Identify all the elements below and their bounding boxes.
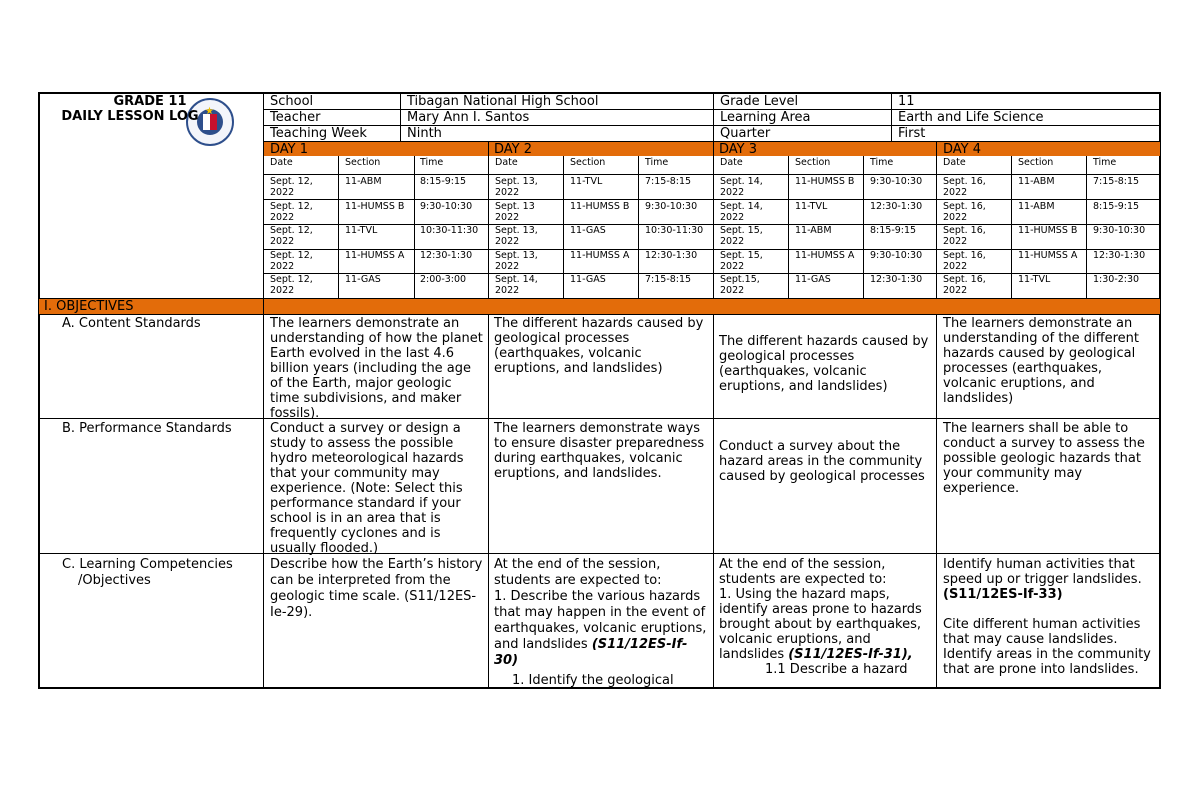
day-2-col-header: Section <box>570 157 606 168</box>
day-4-schedule-cell: 11-ABM <box>1018 176 1055 187</box>
school-value: Tibagan National High School <box>407 94 599 109</box>
day-2-schedule-cell: 11-HUMSS B <box>570 201 630 212</box>
performance-standard-day-1: Conduct a survey or design a study to assess the possible hydro meteorological hazards that your community may experience. (Note: Select this performance standard if your school is in an area that is frequently cyclones and is usually flooded.) <box>270 421 464 556</box>
competency-day-4-cite: Cite different human activities that may cause landslides. <box>943 617 1141 647</box>
day-1-schedule-cell: 11-HUMSS A <box>345 250 405 261</box>
day-1-schedule-cell: 8:15-9:15 <box>420 176 467 187</box>
day-2-schedule-cell: 11-GAS <box>570 225 606 236</box>
day-3-schedule-cell: Sept. 14, 2022 <box>720 176 763 198</box>
day-4-schedule-cell: Sept. 16, 2022 <box>943 201 986 223</box>
competency-day-3 <box>719 587 933 662</box>
day-4-label: DAY 4 <box>943 142 982 157</box>
learning-area-value: Earth and Life Science <box>898 110 1044 125</box>
day-header-bar <box>264 142 1160 156</box>
objectives-heading: I. OBJECTIVES <box>44 299 134 314</box>
day-4-schedule-cell: 12:30-1:30 <box>1093 250 1146 261</box>
day-1-col-header: Section <box>345 157 381 168</box>
day-1-schedule-cell: 2:00-3:00 <box>420 274 467 285</box>
day-2-schedule-cell: Sept. 13, 2022 <box>495 250 538 272</box>
day-2-schedule-cell: Sept. 14, 2022 <box>495 274 538 296</box>
day-2-schedule-cell: 12:30-1:30 <box>645 250 698 261</box>
day-4-schedule-cell: 8:15-9:15 <box>1093 201 1140 212</box>
day-1-schedule-cell: 11-TVL <box>345 225 378 236</box>
day-2-schedule-cell: 11-HUMSS A <box>570 250 630 261</box>
content-standard-day-4: The learners demonstrate an understanding of the different hazards caused by geological processes (earthquakes, volcanic eruptions, and landslides) <box>943 316 1139 406</box>
day-2-label: DAY 2 <box>494 142 533 157</box>
day-4-col-header: Time <box>1093 157 1117 168</box>
day-1-schedule-cell: Sept. 12, 2022 <box>270 274 313 296</box>
day-1-schedule-cell: 11-HUMSS B <box>345 201 405 212</box>
performance-standard-day-2: The learners demonstrate ways to ensure disaster preparedness during earthquakes, volcanic eruptions, and landslides. <box>494 421 705 481</box>
competency-day-3-text: 1. Using the hazard maps, identify areas prone to hazards brought about by earthquakes, volcanic eruptions, and landslides <box>719 587 922 662</box>
day-1-schedule-cell: Sept. 12, 2022 <box>270 225 313 247</box>
day-4-col-header: Section <box>1018 157 1054 168</box>
grade-level-label: Grade Level <box>720 94 799 109</box>
day-2-schedule-cell: 11-TVL <box>570 176 603 187</box>
day-2-col-header: Date <box>495 157 518 168</box>
day-3-schedule-cell: 11-HUMSS B <box>795 176 855 187</box>
day-3-schedule-cell: 9:30-10:30 <box>870 250 923 261</box>
day-2-col-header: Time <box>645 157 669 168</box>
competency-day-4-code: (S11/12ES-If-33) <box>943 587 1063 602</box>
day-3-schedule-cell: 11-ABM <box>795 225 832 236</box>
day-4-schedule-cell: 11-HUMSS A <box>1018 250 1078 261</box>
day-3-schedule-cell: Sept. 15, 2022 <box>720 250 763 272</box>
day-4-schedule-cell: 7:15-8:15 <box>1093 176 1140 187</box>
day-4-schedule-cell: 9:30-10:30 <box>1093 225 1146 236</box>
day-4-schedule-cell: 11-HUMSS B <box>1018 225 1078 236</box>
day-3-schedule-cell: Sept.15, 2022 <box>720 274 760 296</box>
day-3-schedule-cell: 8:15-9:15 <box>870 225 917 236</box>
day-4-schedule-cell: 1:30-2:30 <box>1093 274 1140 285</box>
deped-seal-logo: ★ <box>186 98 234 146</box>
competencies-label-line2: /Objectives <box>78 573 151 588</box>
competency-day-2-intro: At the end of the session, students are expected to: <box>494 557 662 588</box>
day-4-schedule-cell: 11-TVL <box>1018 274 1051 285</box>
competency-day-2-sub: 1. Identify the geological <box>512 673 674 688</box>
day-4-schedule-cell: 11-ABM <box>1018 201 1055 212</box>
school-label: School <box>270 94 314 109</box>
competency-day-2-code: (S11/12ES-If-30) <box>494 637 688 668</box>
day-1-label: DAY 1 <box>270 142 309 157</box>
quarter-value: First <box>898 126 926 141</box>
day-2-schedule-cell: 7:15-8:15 <box>645 176 692 187</box>
competency-day-4-identify: Identify areas in the community that are prone into landslides. <box>943 647 1151 677</box>
day-3-schedule-cell: 12:30-1:30 <box>870 274 923 285</box>
performance-standard-day-4: The learners shall be able to conduct a survey to assess the possible geologic hazards that your community may experience. <box>943 421 1145 496</box>
day-2-schedule-cell: Sept. 13 2022 <box>495 201 535 223</box>
week-value: Ninth <box>407 126 442 141</box>
teacher-label: Teacher <box>270 110 321 125</box>
day-1-schedule-cell: Sept. 12, 2022 <box>270 201 313 223</box>
day-2-schedule-cell: 11-GAS <box>570 274 606 285</box>
performance-standards-label: B. Performance Standards <box>62 421 232 436</box>
day-4-col-header: Date <box>943 157 966 168</box>
day-4-schedule-cell: Sept. 16, 2022 <box>943 274 986 296</box>
day-3-schedule-cell: 12:30-1:30 <box>870 201 923 212</box>
day-1-schedule-cell: 11-ABM <box>345 176 382 187</box>
grade-level-value: 11 <box>898 94 915 109</box>
competency-day-4-text: Identify human activities that speed up or trigger landslides. <box>943 557 1142 587</box>
day-3-label: DAY 3 <box>719 142 758 157</box>
competency-day-2-text: 1. Describe the various hazards that may happen in the event of earthquakes, volcanic eruptions, and landslides <box>494 589 707 652</box>
day-1-schedule-cell: 9:30-10:30 <box>420 201 473 212</box>
day-3-col-header: Section <box>795 157 831 168</box>
competencies-label-line1: C. Learning Competencies <box>62 557 233 572</box>
week-label: Teaching Week <box>270 126 367 141</box>
content-standard-day-2: The different hazards caused by geological processes (earthquakes, volcanic eruptions, and landslides) <box>494 316 704 376</box>
content-standards-label: A. Content Standards <box>62 316 201 331</box>
day-1-schedule-cell: 12:30-1:30 <box>420 250 473 261</box>
day-1-col-header: Time <box>420 157 444 168</box>
day-2-schedule-cell: Sept. 13, 2022 <box>495 225 538 247</box>
day-4-schedule-cell: Sept. 16, 2022 <box>943 225 986 247</box>
log-title: DAILY LESSON LOG <box>61 109 199 124</box>
competency-day-4 <box>943 557 1157 602</box>
day-1-schedule-cell: Sept. 12, 2022 <box>270 250 313 272</box>
day-1-col-header: Date <box>270 157 293 168</box>
performance-standard-day-3: Conduct a survey about the hazard areas in the community caused by geological processes <box>719 439 925 484</box>
day-3-schedule-cell: 9:30-10:30 <box>870 176 923 187</box>
learning-area-label: Learning Area <box>720 110 811 125</box>
day-4-schedule-cell: Sept. 16, 2022 <box>943 176 986 198</box>
day-3-schedule-cell: 11-TVL <box>795 201 828 212</box>
day-2-schedule-cell: 10:30-11:30 <box>645 225 704 236</box>
day-1-schedule-cell: 10:30-11:30 <box>420 225 479 236</box>
day-3-schedule-cell: 11-GAS <box>795 274 831 285</box>
content-standard-day-1: The learners demonstrate an understanding of how the planet Earth evolved in the last 4.6 billion years (including the age of the Earth, major geologic time subdivisions, and maker fossils). <box>270 316 483 421</box>
teacher-value: Mary Ann I. Santos <box>407 110 530 125</box>
day-3-schedule-cell: 11-HUMSS A <box>795 250 855 261</box>
competency-day-1: Describe how the Earth’s history can be interpreted from the geologic time scale. (S11/12ES-Ie-29). <box>270 557 483 620</box>
day-1-schedule-cell: 11-GAS <box>345 274 381 285</box>
day-3-schedule-cell: Sept. 14, 2022 <box>720 201 763 223</box>
objectives-bar <box>39 299 1160 314</box>
competency-day-3-intro: At the end of the session, students are expected to: <box>719 557 887 587</box>
day-2-schedule-cell: Sept. 13, 2022 <box>495 176 538 198</box>
quarter-label: Quarter <box>720 126 771 141</box>
day-3-col-header: Time <box>870 157 894 168</box>
content-standard-day-3: The different hazards caused by geological processes (earthquakes, volcanic eruptions, and landslides) <box>719 334 929 394</box>
day-3-schedule-cell: Sept. 15, 2022 <box>720 225 763 247</box>
competency-day-3-code: (S11/12ES-If-31), <box>788 647 913 662</box>
competency-day-3-sub: 1.1 Describe a hazard <box>765 662 908 677</box>
day-4-schedule-cell: Sept. 16, 2022 <box>943 250 986 272</box>
day-1-schedule-cell: Sept. 12, 2022 <box>270 176 313 198</box>
day-2-schedule-cell: 7:15-8:15 <box>645 274 692 285</box>
competency-day-2 <box>494 589 708 669</box>
day-2-schedule-cell: 9:30-10:30 <box>645 201 698 212</box>
day-3-col-header: Date <box>720 157 743 168</box>
grade-title: GRADE 11 <box>113 94 187 109</box>
